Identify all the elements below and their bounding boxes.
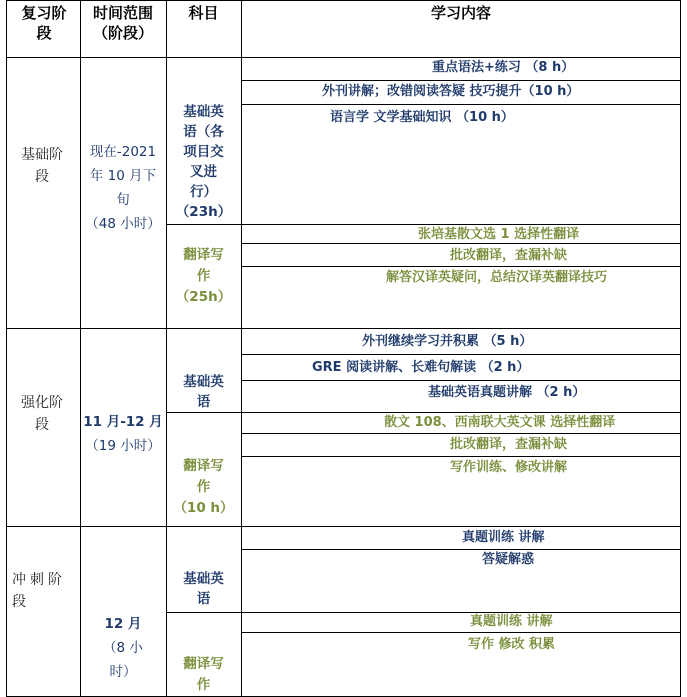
subject-line: 叉进 (190, 164, 217, 180)
time-range (80, 612, 166, 684)
header-time: 时间范围（阶段） (92, 4, 153, 42)
content-item: 基础英语真题讲解 （2 h） (428, 385, 586, 400)
subject-line: 基础英 (183, 104, 224, 120)
header-stage: 复习阶段 (21, 4, 67, 42)
row-line-top (6, 0, 681, 1)
subject-line: 基础英 (183, 374, 224, 390)
content-item: 答疑解惑 (482, 552, 535, 567)
header-subject: 科目 (188, 4, 219, 22)
content-item: 真题训练 讲解 (462, 530, 545, 545)
content-item: 外刊继续学习并积累 （5 h） (362, 334, 533, 349)
content-item: 批改翻译，查漏补缺 (450, 248, 568, 263)
header-content: 学习内容 (430, 4, 491, 22)
row-line-stage2 (6, 526, 681, 527)
subject-line: 项目交 (183, 144, 224, 160)
item-line (241, 354, 681, 355)
subject-name (166, 569, 241, 609)
item-line (241, 549, 681, 550)
row-line-stage1 (6, 328, 681, 329)
subject-name (166, 654, 241, 696)
item-line (241, 266, 681, 267)
subject-line: 作 (196, 677, 211, 693)
time-line: 现在-2021 (89, 144, 157, 160)
time-line: 12 月 (104, 616, 142, 632)
subject-line: 翻译写 (183, 247, 224, 263)
time-line: 年 10 月下 (89, 168, 157, 184)
content-item: 张培基散文选 1 选择性翻译 (418, 227, 580, 242)
content-item: 解答汉译英疑问，总结汉译英翻译技巧 (386, 270, 608, 285)
subject-line: （10 h） (173, 500, 234, 516)
item-line (241, 380, 681, 381)
content-item: 外刊讲解；改错阅读答疑 技巧提升（10 h） (322, 84, 580, 99)
content-item: 语言学 文学基础知识 （10 h） (330, 110, 514, 125)
subject-line: 语（各 (183, 124, 224, 140)
subject-line: 作 (196, 268, 211, 284)
subject-line: （23h） (175, 204, 232, 220)
content-item: 写作 修改 积累 (468, 637, 556, 652)
border-left (6, 0, 7, 697)
subject-line-2 (166, 412, 681, 413)
content-item: GRE 阅读讲解、长难句解读 （2 h） (312, 360, 530, 375)
item-line (241, 433, 681, 434)
content-item: 写作训练、修改讲解 (450, 460, 568, 475)
content-item: 真题训练 讲解 (470, 614, 553, 629)
item-line (241, 104, 681, 105)
subject-line: 翻译写 (183, 458, 224, 474)
subject-name (166, 245, 241, 308)
col-divider-1 (80, 0, 81, 697)
content-item: 散文 108、西南联大英文课 选择性翻译 (384, 415, 616, 430)
subject-name (166, 372, 241, 412)
subject-line: 作 (196, 479, 211, 495)
subject-line: 语 (196, 394, 211, 410)
subject-line: 基础英 (183, 571, 224, 587)
subject-line-1 (166, 224, 681, 225)
subject-line-3 (166, 612, 681, 613)
subject-line: （25h） (175, 289, 232, 305)
subject-line: 语 (196, 591, 211, 607)
time-range (80, 410, 166, 458)
subject-name (166, 456, 241, 519)
time-line: 旬 (116, 192, 130, 208)
content-item: 重点语法+练习 （8 h） (432, 60, 575, 75)
stage-name: 基础阶段 (21, 147, 63, 185)
item-line (241, 456, 681, 457)
time-line: 时） (109, 664, 137, 680)
time-line: （48 小时） (85, 216, 161, 232)
item-line (241, 632, 681, 633)
time-line: （8 小 (103, 640, 143, 656)
row-line-header (6, 57, 681, 58)
stage-name: 冲刺阶段 (12, 572, 66, 610)
subject-line: 行） (190, 184, 217, 200)
time-range (80, 140, 166, 236)
stage-name: 强化阶段 (21, 395, 63, 433)
subject-name (166, 102, 241, 222)
item-line (241, 80, 681, 81)
subject-line: 翻译写 (183, 656, 224, 672)
time-line: 11 月-12 月 (83, 414, 163, 430)
content-item: 批改翻译，查漏补缺 (450, 437, 568, 452)
time-line: （19 小时） (85, 438, 161, 454)
